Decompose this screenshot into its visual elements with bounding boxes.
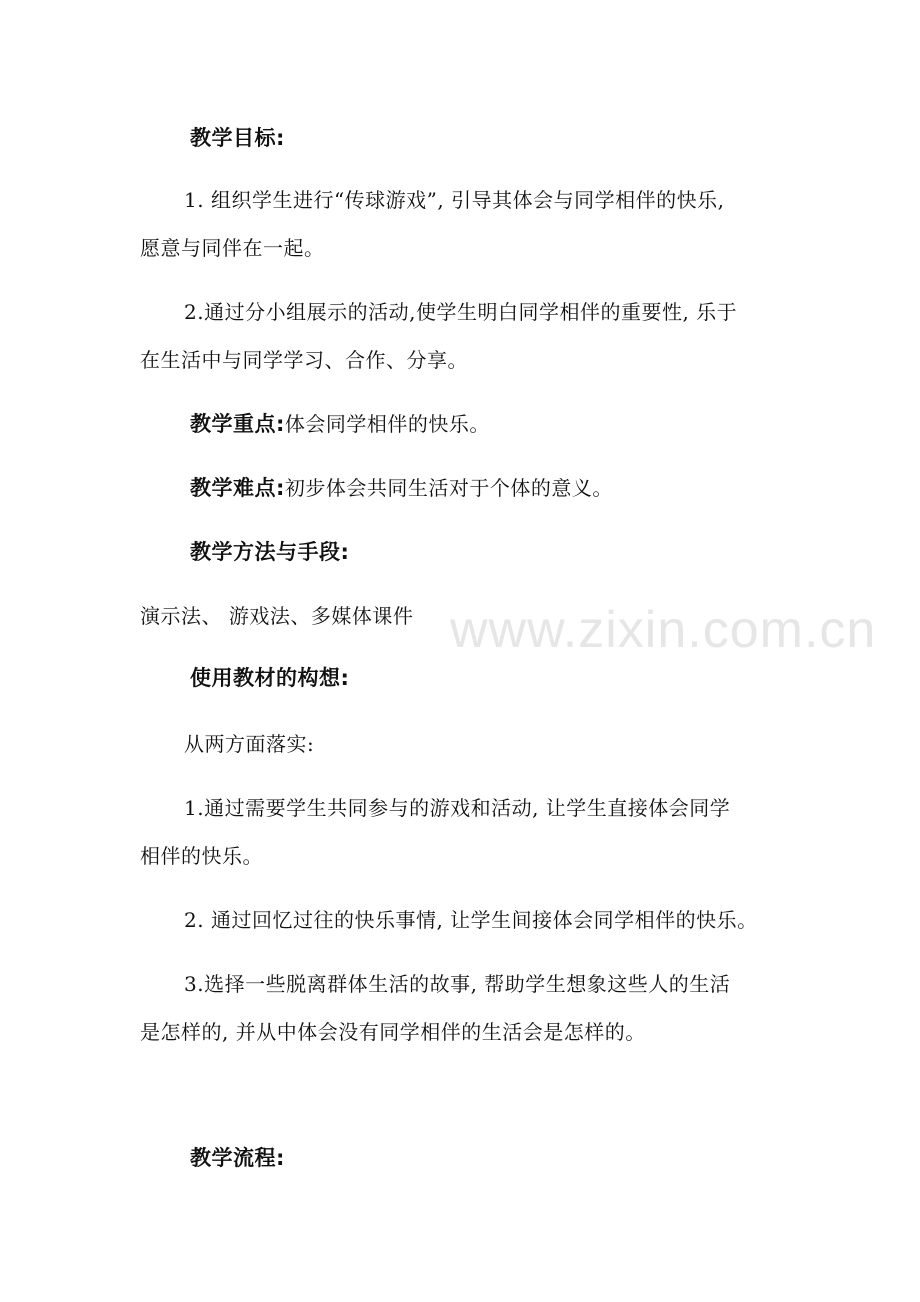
objective-1-line-2: 愿意与同伴在一起。 [140, 236, 325, 260]
key-point-row [190, 410, 490, 438]
process-heading: 教学流程: [190, 1146, 285, 1170]
conception-3-line-2: 是怎样的, 并从中体会没有同学相伴的生活会是怎样的。 [140, 1020, 646, 1044]
conception-1-line-1: 1.通过需要学生共同参与的游戏和活动, 让学生直接体会同学 [184, 796, 731, 820]
objectives-heading: 教学目标: [190, 126, 285, 150]
difficulty-row [190, 474, 613, 502]
conception-3-line-1: 3.选择一些脱离群体生活的故事, 帮助学生想象这些人的生活 [184, 972, 731, 996]
conception-2-line-1: 2. 通过回忆过往的快乐事情, 让学生间接体会同学相伴的快乐。 [184, 908, 758, 932]
conception-heading: 使用教材的构想: [190, 666, 350, 690]
methods-text: 演示法、 游戏法、多媒体课件 [140, 604, 414, 628]
objective-2-line-1: 2.通过分小组展示的活动,使学生明白同学相伴的重要性, 乐于 [184, 300, 738, 324]
key-point-label: 教学重点: [190, 412, 285, 436]
watermark: www.zixin.com.cn [450, 601, 877, 659]
conception-1-line-2: 相伴的快乐。 [140, 844, 263, 868]
methods-heading: 教学方法与手段: [190, 540, 350, 564]
difficulty-text: 初步体会共同生活对于个体的意义。 [284, 476, 613, 500]
objective-1-line-1: 1. 组织学生进行“传球游戏”, 引导其体会与同学相伴的快乐, [184, 188, 725, 212]
difficulty-label: 教学难点: [190, 476, 285, 500]
conception-intro: 从两方面落实: [184, 732, 315, 756]
key-point-text: 体会同学相伴的快乐。 [284, 412, 490, 436]
objective-2-line-2: 在生活中与同学学习、合作、分享。 [140, 348, 468, 372]
